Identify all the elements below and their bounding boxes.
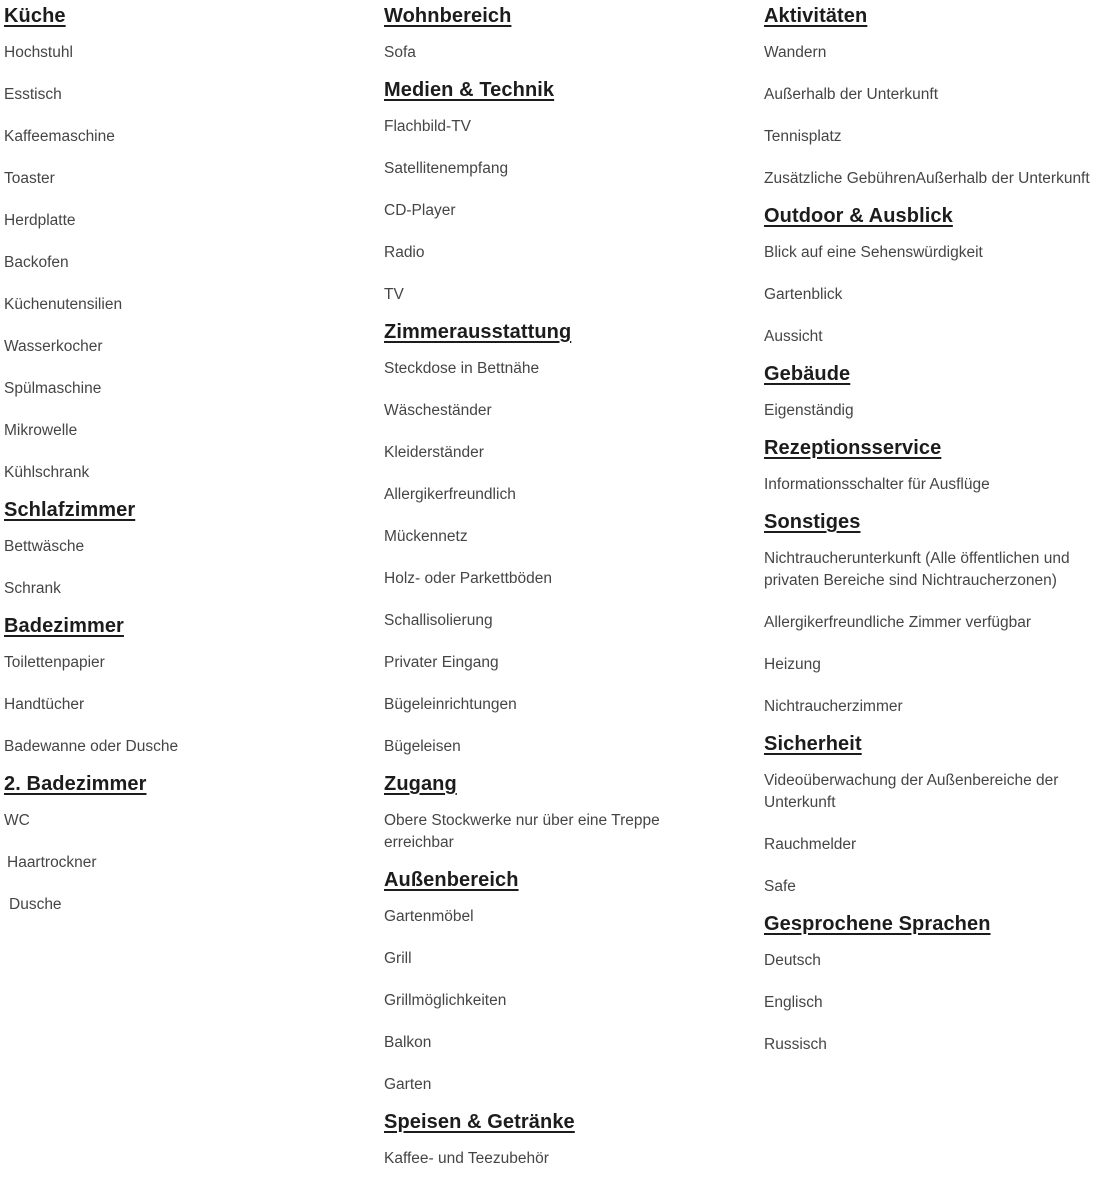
section-title-text: Aktivitäten bbox=[764, 5, 868, 27]
amenity-item: Gartenblick bbox=[764, 286, 843, 303]
amenities-column-3 bbox=[764, 0, 1100, 1066]
amenity-item: Mikrowelle bbox=[4, 422, 78, 439]
section-zimmerausstattung bbox=[384, 319, 724, 768]
amenity-item: Privater Eingang bbox=[384, 654, 499, 671]
amenity-item: Nichtraucherunterkunft (Alle öffentlichen und privaten Bereiche sind Nichtraucherzonen) bbox=[764, 550, 1070, 589]
section-title-text: 2. Badezimmer bbox=[4, 773, 147, 795]
amenity-item: Balkon bbox=[384, 1034, 432, 1051]
amenity-item: Haartrockner bbox=[7, 854, 97, 871]
section-zugang bbox=[384, 771, 724, 864]
section-gesprochene-sprachen bbox=[764, 911, 1100, 1066]
section-title-text: Badezimmer bbox=[4, 615, 124, 637]
amenity-item: Hochstuhl bbox=[4, 44, 73, 61]
section-title-text: Rezeptionsservice bbox=[764, 437, 942, 459]
section-title-text: Schlafzimmer bbox=[4, 499, 136, 521]
amenity-item: Schrank bbox=[4, 580, 61, 597]
section-sonstiges bbox=[764, 509, 1100, 728]
section-title bbox=[764, 509, 1100, 535]
amenity-item: Backofen bbox=[4, 254, 69, 271]
amenity-item: Spülmaschine bbox=[4, 380, 102, 397]
section-rezeptionsservice bbox=[764, 435, 1100, 506]
amenity-item: Außerhalb der Unterkunft bbox=[764, 86, 939, 103]
section-title bbox=[764, 435, 1100, 461]
amenity-item: Rauchmelder bbox=[764, 836, 857, 853]
amenity-item: Heizung bbox=[764, 656, 821, 673]
section-title-text: Medien & Technik bbox=[384, 79, 555, 101]
amenities-column-1 bbox=[4, 0, 344, 926]
amenity-item: Toaster bbox=[4, 170, 55, 187]
amenity-item: Sofa bbox=[384, 44, 416, 61]
amenity-item: Safe bbox=[764, 878, 796, 895]
section-title bbox=[764, 361, 1100, 387]
amenity-item: Steckdose in Bettnähe bbox=[384, 360, 540, 377]
section-2-badezimmer bbox=[4, 771, 344, 926]
section-title bbox=[764, 731, 1100, 757]
amenity-item: Schallisolierung bbox=[384, 612, 493, 629]
amenity-item: Wasserkocher bbox=[4, 338, 103, 355]
section-title-text: Gesprochene Sprachen bbox=[764, 913, 991, 935]
amenity-item: Tennisplatz bbox=[764, 128, 842, 145]
amenity-item: Satellitenempfang bbox=[384, 160, 509, 177]
section-title bbox=[384, 771, 724, 797]
section-title-text: Gebäude bbox=[764, 363, 851, 385]
section-title-text: Wohnbereich bbox=[384, 5, 512, 27]
amenity-item: Handtücher bbox=[4, 696, 85, 713]
amenity-item: TV bbox=[384, 286, 404, 303]
amenity-item: Grill bbox=[384, 950, 412, 967]
amenity-item: Aussicht bbox=[764, 328, 823, 345]
section-title-text: Sicherheit bbox=[764, 733, 862, 755]
amenity-item: Toilettenpapier bbox=[4, 654, 105, 671]
amenity-item: Badewanne oder Dusche bbox=[4, 738, 179, 755]
section-title bbox=[4, 3, 344, 29]
amenity-item: Gartenmöbel bbox=[384, 908, 474, 925]
amenity-item: Holz- oder Parkettböden bbox=[384, 570, 553, 587]
section-medien-technik bbox=[384, 77, 724, 316]
amenity-item: Herdplatte bbox=[4, 212, 76, 229]
section-title-text: Sonstiges bbox=[764, 511, 861, 533]
amenity-item: Flachbild-TV bbox=[384, 118, 471, 135]
section-wohnbereich bbox=[384, 3, 724, 74]
amenity-item: Kaffee- und Teezubehör bbox=[384, 1150, 549, 1167]
amenity-item: Wandern bbox=[764, 44, 827, 61]
amenity-item: Zusätzliche GebührenAußerhalb der Unterkunft bbox=[764, 170, 1090, 187]
section-title bbox=[384, 77, 724, 103]
amenity-item: Kleiderständer bbox=[384, 444, 484, 461]
section-gebaeude bbox=[764, 361, 1100, 432]
amenity-item: Informationsschalter für Ausflüge bbox=[764, 476, 990, 493]
section-badezimmer bbox=[4, 613, 344, 768]
section-title bbox=[4, 771, 344, 797]
amenity-item: Kühlschrank bbox=[4, 464, 90, 481]
amenity-item: Eigenständig bbox=[764, 402, 854, 419]
amenity-item: Videoüberwachung der Außenbereiche der Unterkunft bbox=[764, 772, 1059, 811]
amenity-item: Esstisch bbox=[4, 86, 62, 103]
section-title-text: Küche bbox=[4, 5, 66, 27]
amenity-item: Deutsch bbox=[764, 952, 821, 969]
amenity-item: CD-Player bbox=[384, 202, 456, 219]
section-aussenbereich bbox=[384, 867, 724, 1106]
section-title bbox=[4, 497, 344, 523]
amenity-item: Allergikerfreundlich bbox=[384, 486, 516, 503]
amenity-item: Englisch bbox=[764, 994, 823, 1011]
section-speisen-getraenke bbox=[384, 1109, 724, 1180]
section-title-text: Außenbereich bbox=[384, 869, 519, 891]
section-outdoor-ausblick bbox=[764, 203, 1100, 358]
amenity-item: Russisch bbox=[764, 1036, 827, 1053]
section-title bbox=[384, 867, 724, 893]
section-title bbox=[384, 3, 724, 29]
section-title-text: Zimmerausstattung bbox=[384, 321, 572, 343]
amenities-column-2 bbox=[384, 0, 724, 1180]
amenity-item: Mückennetz bbox=[384, 528, 468, 545]
amenity-item: Blick auf eine Sehenswürdigkeit bbox=[764, 244, 983, 261]
amenity-item: Dusche bbox=[9, 896, 62, 913]
section-schlafzimmer bbox=[4, 497, 344, 610]
amenity-item: Allergikerfreundliche Zimmer verfügbar bbox=[764, 614, 1032, 631]
section-kueche bbox=[4, 3, 344, 494]
amenity-item: WC bbox=[4, 812, 30, 829]
section-title bbox=[764, 3, 1100, 29]
section-title bbox=[764, 203, 1100, 229]
amenity-item: Grillmöglichkeiten bbox=[384, 992, 507, 1009]
section-title bbox=[764, 911, 1100, 937]
section-title bbox=[384, 1109, 724, 1135]
amenity-item: Garten bbox=[384, 1076, 432, 1093]
amenity-item: Bügeleisen bbox=[384, 738, 461, 755]
amenity-item: Nichtraucherzimmer bbox=[764, 698, 903, 715]
section-sicherheit bbox=[764, 731, 1100, 908]
section-title bbox=[384, 319, 724, 345]
section-title-text: Outdoor & Ausblick bbox=[764, 205, 953, 227]
amenity-item: Küchenutensilien bbox=[4, 296, 123, 313]
amenity-item: Bügeleinrichtungen bbox=[384, 696, 517, 713]
section-title bbox=[4, 613, 344, 639]
amenity-item: Kaffeemaschine bbox=[4, 128, 115, 145]
amenity-item: Bettwäsche bbox=[4, 538, 85, 555]
amenity-item: Obere Stockwerke nur über eine Treppe erreichbar bbox=[384, 812, 660, 851]
amenity-item: Wäscheständer bbox=[384, 402, 492, 419]
amenity-item: Radio bbox=[384, 244, 425, 261]
section-aktivitaeten bbox=[764, 3, 1100, 200]
section-title-text: Speisen & Getränke bbox=[384, 1111, 575, 1133]
section-title-text: Zugang bbox=[384, 773, 457, 795]
